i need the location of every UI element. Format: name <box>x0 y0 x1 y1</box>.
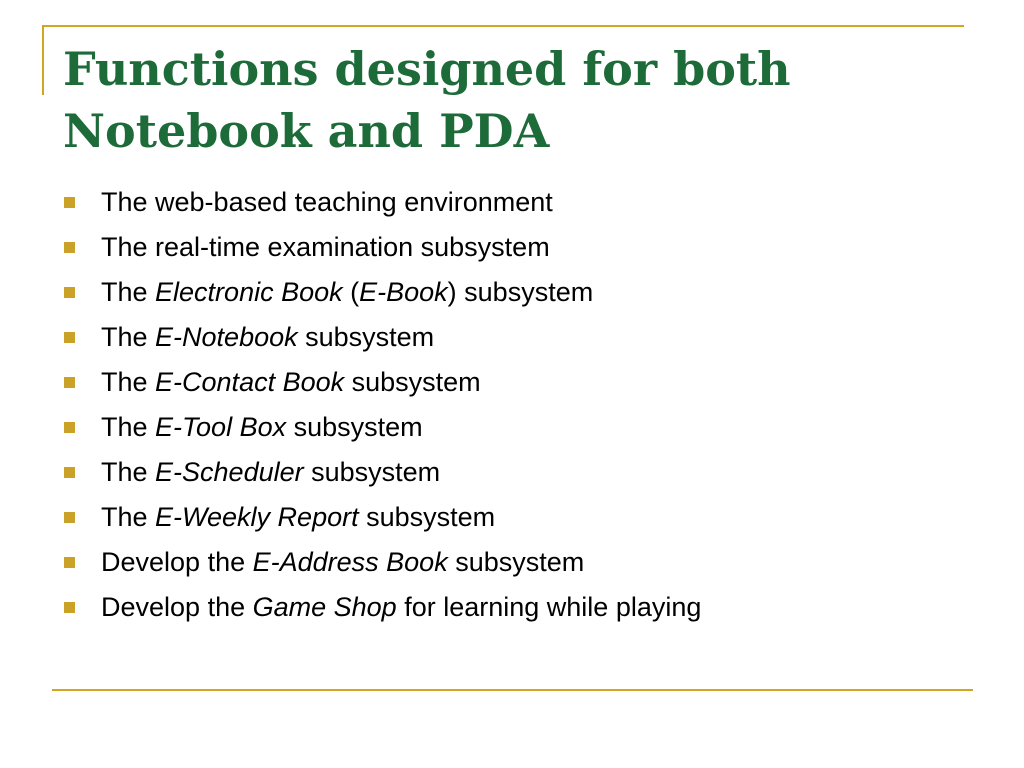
square-bullet-icon <box>64 512 75 523</box>
square-bullet-icon <box>64 422 75 433</box>
list-item-suffix: ) subsystem <box>447 277 594 307</box>
list-item <box>64 315 701 360</box>
list-item <box>64 585 701 630</box>
list-item <box>64 405 701 450</box>
list-item-prefix: The <box>101 412 156 442</box>
list-item <box>64 360 701 405</box>
list-item <box>64 450 701 495</box>
list-item-emphasis: E-Notebook <box>155 322 298 352</box>
list-item-emphasis: E-Weekly Report <box>155 502 359 532</box>
square-bullet-icon <box>64 377 75 388</box>
list-item-text <box>101 232 550 263</box>
list-item-prefix: The <box>101 322 156 352</box>
list-item-emphasis: E-Address Book <box>252 547 448 577</box>
list-item-suffix: for learning while playing <box>396 592 702 622</box>
list-item-suffix: subsystem <box>286 412 423 442</box>
square-bullet-icon <box>64 557 75 568</box>
square-bullet-icon <box>64 332 75 343</box>
list-item-emphasis: Game Shop <box>252 592 397 622</box>
list-item-prefix: The <box>101 367 156 397</box>
list-item <box>64 540 701 585</box>
title-accent-top-line <box>42 25 964 27</box>
list-item-prefix: The <box>101 457 156 487</box>
list-item-prefix: The <box>101 277 156 307</box>
list-item-suffix: subsystem <box>447 547 585 577</box>
square-bullet-icon <box>64 197 75 208</box>
list-item-suffix: subsystem <box>297 322 435 352</box>
bullet-list <box>64 180 701 630</box>
square-bullet-icon <box>64 602 75 613</box>
square-bullet-icon <box>64 242 75 253</box>
list-item-mid: ( <box>342 277 360 307</box>
list-item-emphasis: E-Scheduler <box>155 457 304 487</box>
title-accent-vertical-line <box>42 25 44 95</box>
list-item <box>64 270 701 315</box>
list-item-text <box>101 277 593 308</box>
list-item-prefix: The <box>101 232 156 262</box>
list-item-text <box>101 412 423 443</box>
list-item-suffix: subsystem <box>344 367 481 397</box>
list-item-text <box>101 547 584 578</box>
footer-accent-line <box>52 689 973 691</box>
list-item-text: The web-based teaching environment <box>101 187 553 217</box>
list-item-emphasis: E-Tool Box <box>155 412 287 442</box>
slide-title: Functions designed for both Notebook and PDA <box>63 42 791 158</box>
list-item-emphasis: Electronic Book <box>155 277 343 307</box>
list-item-emphasis: E-Contact Book <box>155 367 345 397</box>
list-item-emphasis-2: E-Book <box>359 277 448 307</box>
list-item-text <box>101 592 701 623</box>
square-bullet-icon <box>64 467 75 478</box>
list-item-text <box>101 367 481 398</box>
list-item-prefix: Develop the <box>101 592 253 622</box>
list-item-suffix: subsystem <box>303 457 441 487</box>
list-item-text <box>101 502 495 533</box>
list-item-prefix: Develop the <box>101 547 253 577</box>
list-item-text <box>101 457 440 488</box>
list-item-prefix: The <box>101 502 156 532</box>
list-item <box>64 180 701 225</box>
square-bullet-icon <box>64 287 75 298</box>
list-item <box>64 225 701 270</box>
list-item <box>64 495 701 540</box>
list-item-plain-text: real-time examination subsystem <box>155 232 550 262</box>
list-item-text <box>101 322 434 353</box>
list-item-suffix: subsystem <box>358 502 496 532</box>
